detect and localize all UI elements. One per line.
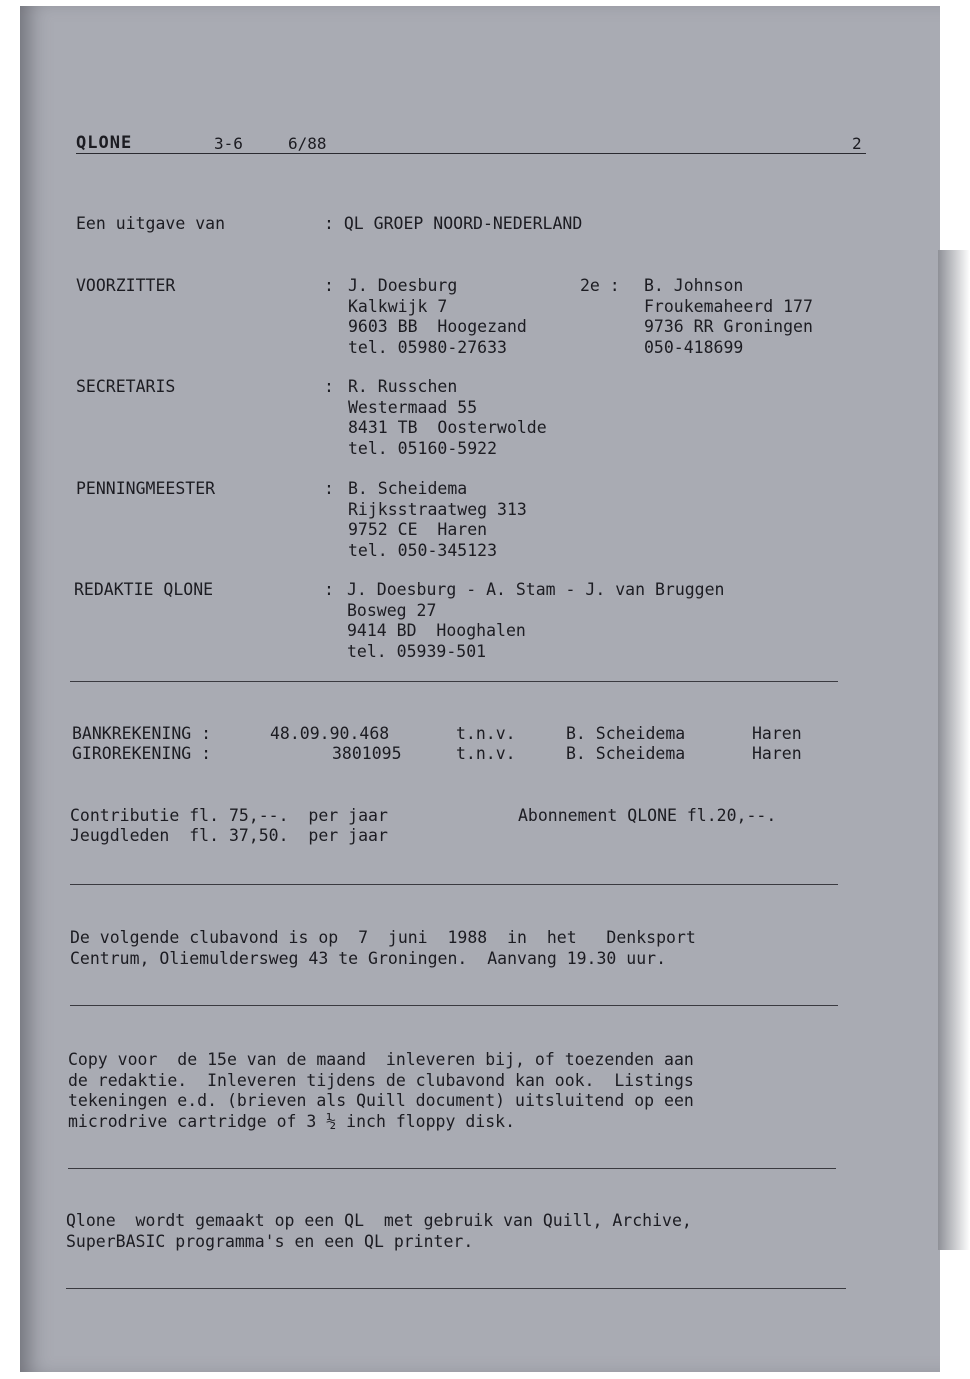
giro-account-city: Haren (752, 744, 802, 763)
bank-account-name: B. Scheidema (566, 724, 686, 743)
vice-chairman-line: B. Johnson (644, 276, 744, 295)
paragraph-line: Qlone wordt gemaakt op een QL met gebruik van Quill, Archive, (66, 1211, 692, 1230)
chairman-colon: : (324, 276, 334, 295)
youth-member-line: Jeugdleden fl. 37,50. per jaar (70, 826, 388, 845)
publisher-value: : QL GROEP NOORD-NEDERLAND (324, 214, 583, 233)
editorial-line: 9414 BD Hooghalen (347, 621, 526, 640)
section-divider (70, 884, 838, 885)
giro-account-label: GIROREKENING : (72, 744, 212, 763)
issue-number: 3-6 (214, 134, 243, 153)
masthead-title: QLONE (76, 133, 133, 153)
secretary-line: Westermaad 55 (348, 397, 478, 417)
issue-date: 6/88 (288, 134, 327, 153)
bank-account-number: 48.09.90.468 (270, 724, 390, 743)
publisher-label: Een uitgave van (76, 214, 226, 233)
editorial-label: REDAKTIE QLONE (74, 580, 214, 599)
giro-account-tnv: t.n.v. (456, 744, 516, 763)
secretary-label: SECRETARIS (76, 377, 176, 396)
editorial-line: J. Doesburg - A. Stam - J. van Bruggen (347, 580, 725, 599)
club-evening-paragraph (70, 928, 696, 969)
vice-chairman-line: 050-418699 (644, 337, 744, 357)
section-divider (68, 1168, 836, 1169)
editorial-address (347, 580, 725, 662)
paragraph-line: Copy voor de 15e van de maand inleveren bij, of toezenden aan (68, 1050, 694, 1069)
secretary-line: tel. 05160-5922 (348, 438, 498, 458)
paragraph-line: de redaktie. Inleveren tijdens de clubavond kan ook. Listings (68, 1070, 694, 1090)
paragraph-line: tekeningen e.d. (brieven als Quill document) uitsluitend op een (68, 1091, 694, 1110)
production-paragraph (66, 1211, 692, 1252)
section-divider (70, 1005, 838, 1006)
chairman-address (348, 276, 527, 358)
vice-chairman-address (644, 276, 813, 358)
contribution-line: Contributie fl. 75,--. per jaar (70, 806, 388, 825)
header-rule (76, 153, 866, 154)
treasurer-colon: : (324, 479, 334, 498)
chairman-line: Kalkwijk 7 (348, 296, 448, 316)
editorial-line: Bosweg 27 (347, 600, 437, 620)
treasurer-address (348, 479, 527, 561)
giro-account-name: B. Scheidema (566, 744, 686, 763)
treasurer-line: B. Scheidema (348, 479, 468, 498)
paragraph-line: SuperBASIC programma's en een QL printer. (66, 1231, 474, 1251)
vice-chairman-line: 9736 RR Groningen (644, 317, 813, 336)
treasurer-label: PENNINGMEESTER (76, 479, 216, 498)
bank-account-tnv: t.n.v. (456, 724, 516, 743)
editorial-colon: : (324, 580, 334, 599)
subscription-line: Abonnement QLONE fl.20,--. (518, 806, 777, 825)
chairman-line: 9603 BB Hoogezand (348, 317, 527, 336)
chairman-line: J. Doesburg (348, 276, 458, 295)
editorial-line: tel. 05939-501 (347, 641, 487, 661)
secretary-colon: : (324, 377, 334, 396)
bank-account-label: BANKREKENING : (72, 724, 212, 743)
page-edge-shadow (938, 250, 970, 1250)
treasurer-line: tel. 050-345123 (348, 540, 498, 560)
treasurer-line: 9752 CE Haren (348, 520, 488, 539)
vice-chairman-line: Froukemaheerd 177 (644, 296, 813, 316)
section-divider (66, 1288, 846, 1289)
treasurer-line: Rijksstraatweg 313 (348, 499, 527, 519)
section-divider (70, 681, 838, 682)
paragraph-line: microdrive cartridge of 3 ½ inch floppy disk. (68, 1111, 516, 1131)
giro-account-number: 3801095 (332, 744, 402, 763)
copy-info-paragraph (68, 1050, 694, 1132)
bank-account-city: Haren (752, 724, 802, 743)
secretary-address (348, 377, 547, 459)
secretary-line: R. Russchen (348, 377, 458, 396)
vice-chairman-label: 2e : (580, 276, 620, 295)
chairman-line: tel. 05980-27633 (348, 337, 507, 357)
chairman-label: VOORZITTER (76, 276, 176, 295)
paragraph-line: Centrum, Oliemuldersweg 43 te Groningen. Aanvang 19.30 uur. (70, 948, 667, 968)
paragraph-line: De volgende clubavond is op 7 juni 1988 in het Denksport (70, 928, 696, 947)
secretary-line: 8431 TB Oosterwolde (348, 418, 547, 437)
page-number: 2 (852, 134, 862, 153)
